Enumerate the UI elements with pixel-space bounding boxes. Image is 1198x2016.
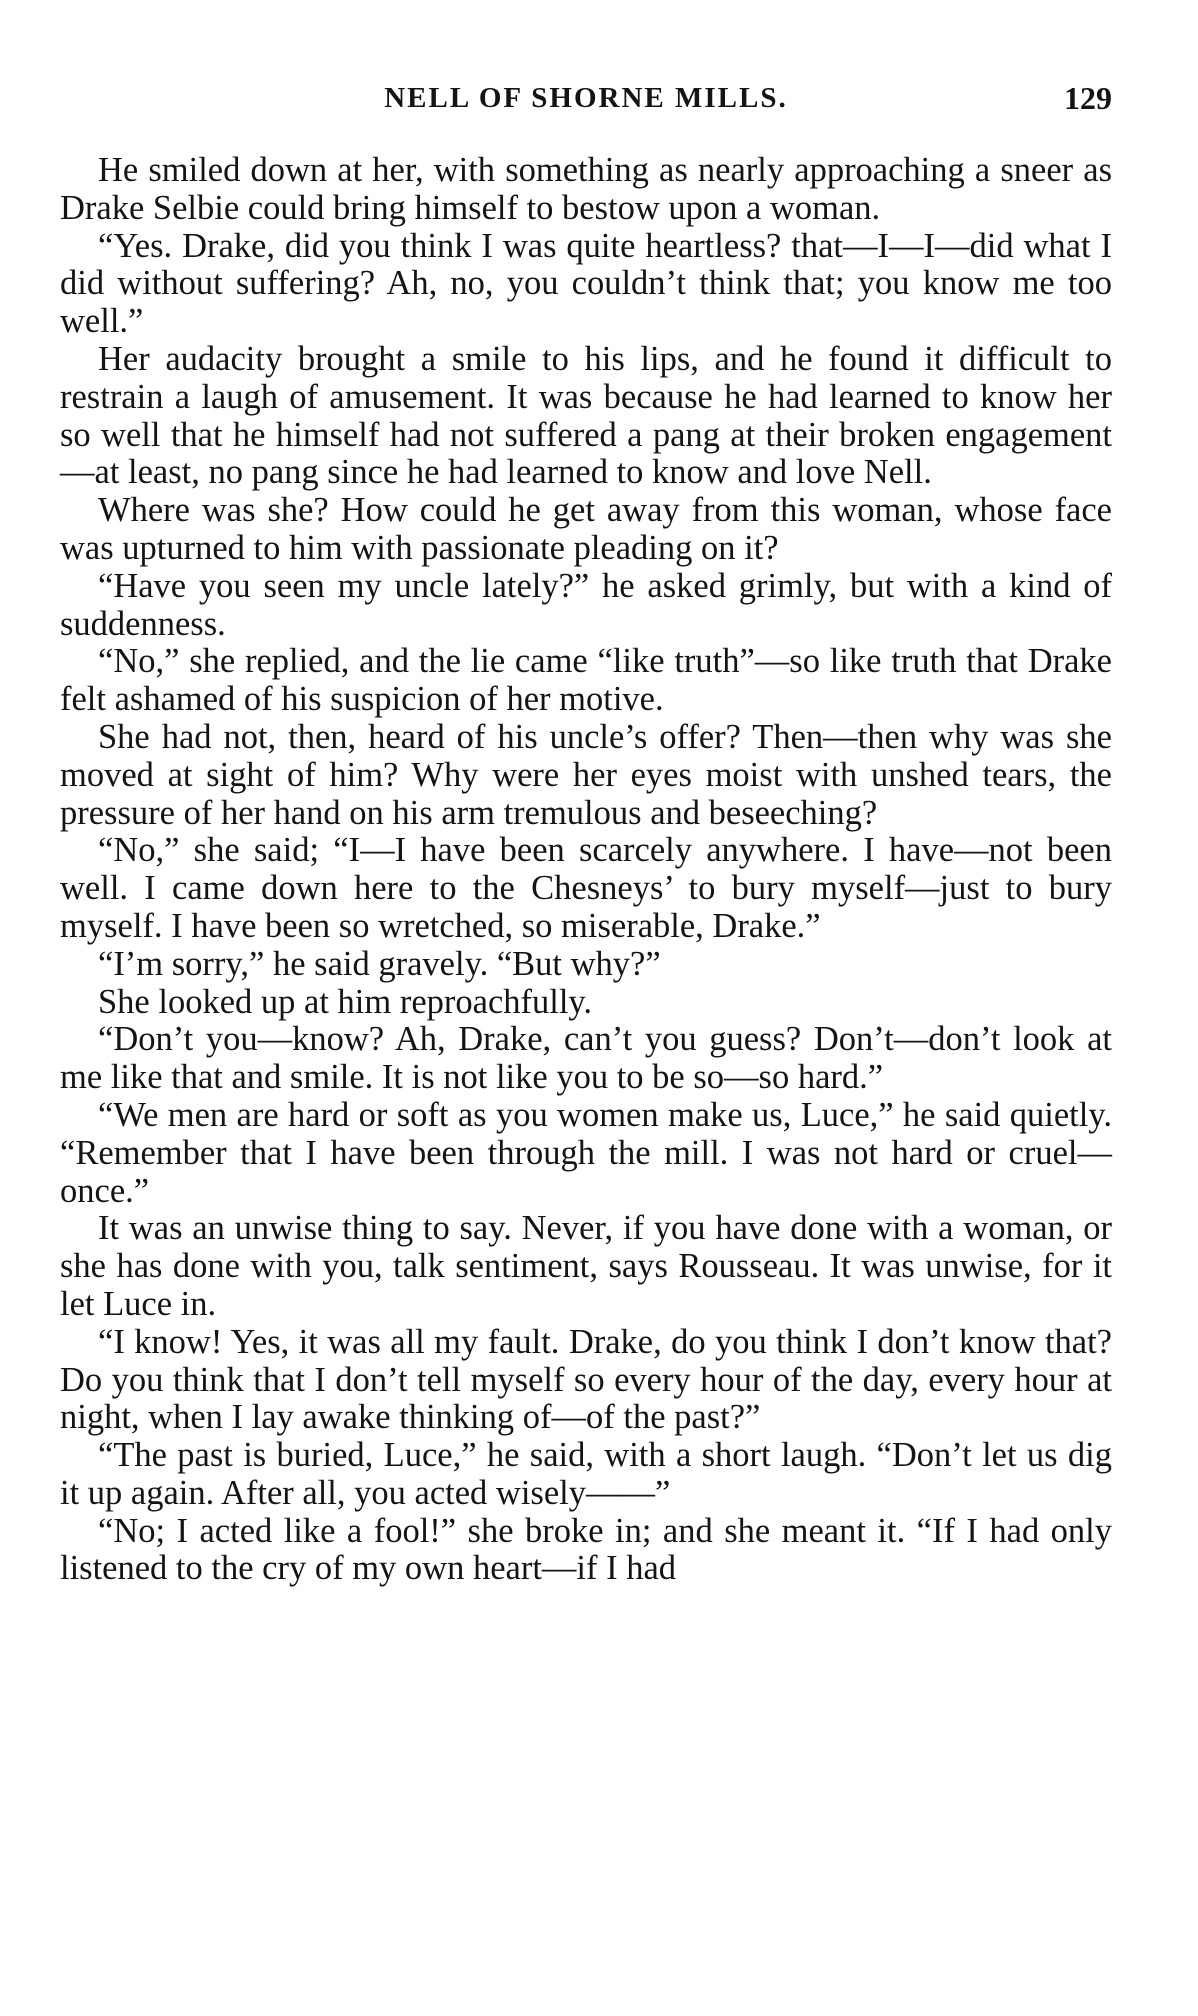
paragraph: She looked up at him reproachfully. — [98, 982, 593, 1021]
book-page — [60, 82, 1112, 1588]
body-text — [60, 152, 1112, 1588]
paragraph: “Don’t you—know? Ah, Drake, can’t you guess? Don’t—don’t look at me like that and smile. It is not like you to be so—so hard.” — [60, 1020, 1112, 1097]
paragraph: He smiled down at her, with something as nearly approaching a sneer as Drake Selbie could bring himself to bestow upon a woman. — [60, 151, 1112, 227]
running-title: NELL OF SHORNE MILLS. — [384, 82, 788, 114]
paragraph: It was an unwise thing to say. Never, if you have done with a woman, or she has done with you, talk sentiment, says Rousseau. It was unwise, for it let Luce in. — [60, 1209, 1112, 1323]
paragraph: “No,” she said; “I—I have been scarcely anywhere. I have—not been well. I came down here to the Chesneys’ to bury myself—just to bury myself. I have been so wretched, so miserable, Drake.” — [60, 831, 1112, 945]
paragraph: “Yes. Drake, did you think I was quite heartless? that—I—I—did what I did without suffering? Ah, no, you couldn’t think that; you know me too well.” — [60, 226, 1112, 341]
paragraph: Where was she? How could he get away from this woman, whose face was upturned to him with passionate pleading on it? — [60, 491, 1112, 567]
paragraph: “I know! Yes, it was all my fault. Drake, do you think I don’t know that? Do you think that I don’t tell myself so every hour of the day, every hour at night, when I lay awake thinking of—of the past?” — [60, 1322, 1112, 1437]
paragraph: “No,” she replied, and the lie came “like truth”—so like truth that Drake felt ashamed of his suspicion of her motive. — [60, 642, 1112, 719]
page-number: 129 — [1064, 80, 1112, 116]
paragraph: She had not, then, heard of his uncle’s offer? Then—then why was she moved at sight of him? Why were her eyes moist with unshed tears, the pressure of her hand on his arm tremulous and beseeching? — [60, 717, 1112, 832]
paragraph: “Have you seen my uncle lately?” he asked grimly, but with a kind of suddenness. — [60, 566, 1112, 643]
paragraph: “The past is buried, Luce,” he said, with a short laugh. “Don’t let us dig it up again. After all, you acted wisely——” — [60, 1436, 1112, 1512]
running-head — [60, 82, 1112, 122]
paragraph: “We men are hard or soft as you women make us, Luce,” he said quietly. “Remember that I have been through the mill. I was not hard or cruel—once.” — [60, 1095, 1112, 1210]
paragraph: Her audacity brought a smile to his lips, and he found it difficult to restrain a laugh of amusement. It was because he had learned to know her so well that he himself had not suffered a pang at their broken engagement—at least, no pang since he had learned to know and love Nell. — [60, 339, 1112, 492]
paragraph: “No; I acted like a fool!” she broke in; and she meant it. “If I had only listened to the cry of my own heart—if I had — [60, 1511, 1112, 1588]
paragraph: “I’m sorry,” he said gravely. “But why?” — [98, 944, 661, 983]
